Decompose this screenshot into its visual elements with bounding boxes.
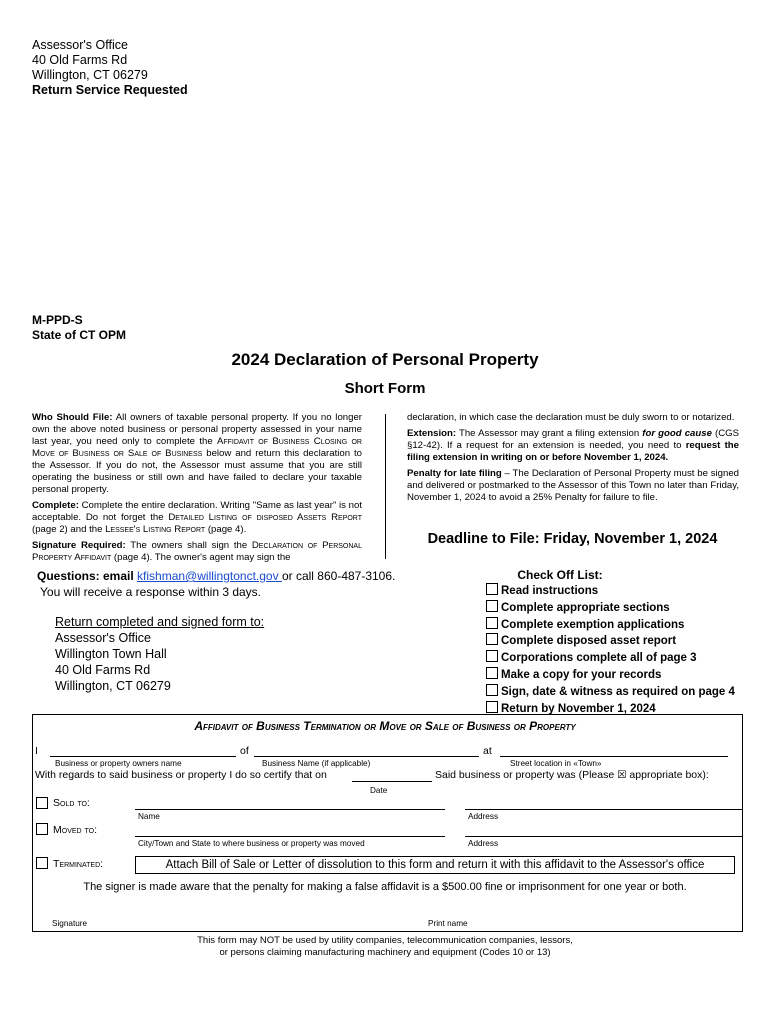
property-was-text-2: appropriate box): [626,769,709,781]
return-line-4: Willington, CT 06279 [55,679,171,693]
signature-paragraph [32,540,362,564]
complete-ref-1: Detailed Listing of disposed Assets Report [168,512,362,523]
footer-note [0,935,770,959]
form-title: 2024 Declaration of Personal Property [231,350,539,369]
penalty-text: – The Declaration of Personal Property must be signed and delivered or postmarked to the Assessor of this Town no later than Friday, November 1, 2024 to avoid a 25% Penalty for failure to file. [407,468,739,503]
attach-instructions: Attach Bill of Sale or Letter of dissolution to this form and return it with this affidavit to the Assessor's office [135,856,735,874]
return-line-3: 40 Old Farms Rd [55,663,151,677]
checkbox-icon[interactable] [486,667,498,679]
who-text-1: All owners of taxable personal property. If you no longer own the above noted business or personal property assessed in your name last year, you need only to complete the [32,412,362,447]
sender-line-2: 40 Old Farms Rd [32,53,128,67]
affidavit-of: of [240,745,249,757]
sold-to-label: Sold to: [53,797,90,809]
terminated-checkbox[interactable] [36,857,48,869]
signature-text-2: (page 4). The owner's agent may sign the [111,552,291,563]
sold-to-address-field[interactable] [465,809,743,810]
print-name-caption: Print name [428,919,468,928]
signature-text-1: The owners shall sign the [125,540,252,551]
city-caption: City/Town and State to where business or property was moved [138,839,365,848]
complete-paragraph [32,500,362,536]
date-field[interactable] [352,781,432,782]
instructions-right-column [407,412,739,508]
footer-line-2: or persons claiming manufacturing machinery and equipment (Codes 10 or 13) [219,947,551,958]
moved-to-city-field[interactable] [135,836,445,837]
checklist-item[interactable] [486,650,735,667]
deadline-heading: Deadline to File: Friday, November 1, 2024 [427,531,718,547]
checklist-item[interactable] [486,617,735,634]
moved-to-address-field[interactable] [465,836,743,837]
street-location-field[interactable] [500,756,728,757]
certify-text: With regards to said business or property I do so certify that on [35,769,327,781]
who-should-file [32,412,362,496]
email-link[interactable]: kfishman@willingtonct.gov [137,569,282,583]
address-caption-2: Address [468,839,499,848]
complete-ref-2: Lessee's Listing Report [105,524,206,535]
return-heading: Return completed and signed form to: [55,615,265,629]
questions-block [37,568,395,600]
continued-paragraph: declaration, in which case the declaration must be duly sworn to or notarized. [407,412,735,423]
checklist-item[interactable] [486,600,735,617]
checklist-item[interactable] [486,633,735,650]
business-name-caption: Business Name (if applicable) [262,759,371,768]
affidavit-box [32,714,743,932]
extension-text-1: The Assessor may grant a filing extension [456,428,643,439]
affidavit-title: Affidavit of Business Termination or Move or Sale of Business or Property [194,719,576,733]
checklist-label: Read instructions [501,585,599,597]
sold-to-name-field[interactable] [135,809,445,810]
checkbox-icon[interactable] [486,617,498,629]
complete-text-3: (page 4). [205,524,247,535]
sender-address [32,38,188,98]
signature-label: Signature Required: [32,540,126,551]
moved-to-label: Moved to: [53,824,98,836]
street-location-caption: Street location in «Town» [510,759,602,768]
complete-text-2: (page 2) and the [32,524,106,535]
owner-name-field[interactable] [50,756,236,757]
date-caption: Date [370,786,388,795]
checklist-label: Complete appropriate sections [501,601,670,614]
sold-to-checkbox[interactable] [36,797,48,809]
extension-bold: request the filing extension in writing on or before November 1, 2024. [407,440,739,463]
checklist-label: Sign, date & witness as required on page 4 [501,685,735,698]
false-affidavit-penalty: The signer is made aware that the penalty for making a false affidavit is a $500.00 fine or imprisonment for one year or both. [83,881,687,893]
checklist-label: Return by November 1, 2024 [501,702,656,715]
sender-line-3: Willington, CT 06279 [32,68,148,82]
checklist-label: Make a copy for your records [501,668,662,681]
form-agency: State of CT OPM [32,328,127,342]
affidavit-i: I [35,745,38,757]
questions-label: Questions: email [37,569,138,583]
penalty-label: Penalty for late filing [407,468,502,479]
checkbox-icon[interactable] [486,600,498,612]
phone-text: or call 860-487-3106. [281,569,396,583]
checklist-item[interactable] [486,583,735,600]
extension-good-cause: for good cause [642,428,712,439]
checklist [486,583,735,717]
return-service-requested: Return Service Requested [32,83,188,97]
sender-line-1: Assessor's Office [32,38,128,52]
response-time: You will receive a response within 3 days. [40,585,262,599]
checkbox-icon[interactable] [486,633,498,645]
checklist-label: Complete disposed asset report [501,635,677,648]
address-caption: Address [468,812,499,821]
footer-line-1: This form may NOT be used by utility companies, telecommunication companies, lessors, [197,935,573,946]
questions-line [37,568,395,584]
checkbox-icon[interactable] [486,684,498,696]
form-id [32,313,126,343]
checklist-label: Corporations complete all of page 3 [501,652,697,665]
checklist-title: Check Off List: [517,568,603,582]
extension-text-2: (CGS §12-42). If a request for an extension is needed, you need to [407,428,740,451]
checkbox-icon[interactable] [486,701,498,713]
column-divider [385,414,386,559]
form-subtitle: Short Form [344,380,426,397]
return-line-2: Willington Town Hall [55,647,167,661]
terminated-label: Terminated: [53,858,104,870]
signature-ref: Declaration of Personal Property Affidavit [32,540,362,563]
extension-paragraph [407,428,739,464]
name-caption: Name [138,812,160,821]
property-was-text-1: Said business or property was (Please [435,769,618,781]
who-text-2: below and return this declaration to the Assessor. If you do not, the Assessor must assume that you are still operating the business or still own and have failed to declare your taxable personal property. [32,448,362,495]
checked-box-icon: ☒ [617,769,627,781]
business-name-field[interactable] [254,756,479,757]
form-code: M-PPD-S [32,313,83,327]
checkbox-icon[interactable] [486,583,498,595]
extension-label: Extension: [407,428,457,439]
property-was-text [435,769,709,781]
instructions-left-column [32,412,362,568]
owner-name-caption: Business or property owners name [55,759,182,768]
who-label: Who Should File: [32,412,113,423]
checkbox-icon[interactable] [486,650,498,662]
complete-label: Complete: [32,500,79,511]
penalty-paragraph [407,468,739,504]
return-address-block [55,614,264,694]
signature-caption: Signature [52,919,88,928]
return-line-1: Assessor's Office [55,631,151,645]
who-affidavit-ref: Affidavit of Business Closing or Move of Business or Sale of Business [32,436,362,459]
affidavit-at: at [483,745,492,757]
checklist-item[interactable] [486,684,735,701]
complete-text-1: Complete the entire declaration. Writing "Same as last year" is not acceptable. Do not forget the [32,500,362,523]
moved-to-checkbox[interactable] [36,823,48,835]
checklist-label: Complete exemption applications [501,618,685,631]
checklist-item[interactable] [486,667,735,684]
